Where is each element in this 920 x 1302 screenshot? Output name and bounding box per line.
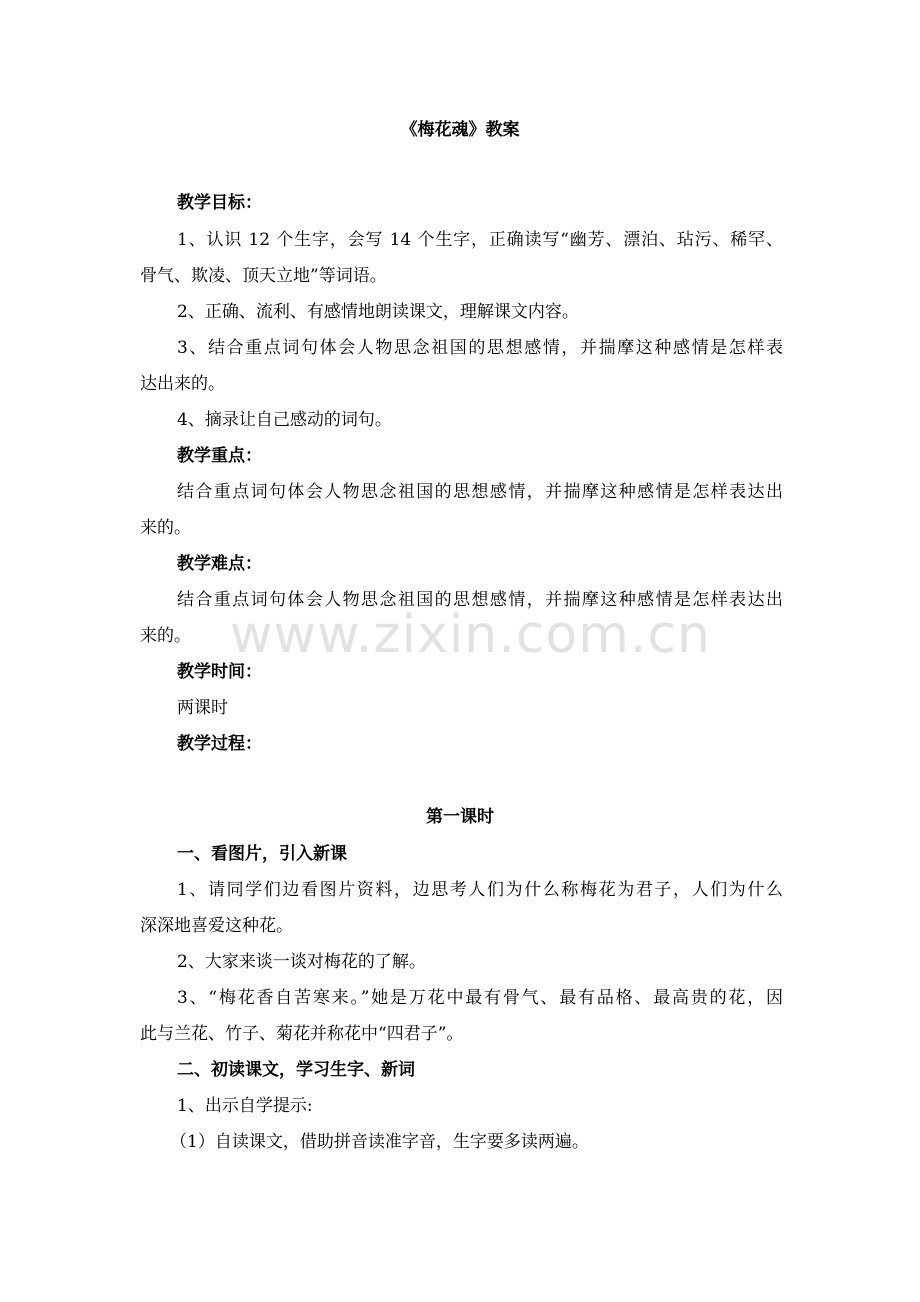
time-value: 两课时 — [177, 698, 228, 718]
difficult-points-line-2: 来的。 — [140, 626, 191, 646]
part-1-item-3-line-2: 此与兰花、竹子、菊花并称花中“四君子”。 — [140, 1024, 464, 1044]
key-points-line-2: 来的。 — [140, 518, 191, 538]
difficult-points-line-1: 结合重点词句体会人物思念祖国的思想感情，并揣摩这种感情是怎样表达出 — [177, 590, 783, 610]
doc-title: 《梅花魂》教案 — [400, 120, 520, 140]
part-1-item-1-line-2: 深深地喜爱这种花。 — [140, 916, 293, 936]
lesson-1-heading: 第一课时 — [426, 807, 494, 827]
part-1-item-3-line-1: 3、“梅花香自苦寒来。”她是万花中最有骨气、最有品格、最高贵的花，因 — [177, 988, 783, 1008]
goal-1-line-2: 骨气、欺凌、顶天立地”等词语。 — [140, 266, 387, 286]
difficult-points-heading: 教学难点： — [177, 554, 262, 574]
goals-heading: 教学目标： — [177, 193, 262, 213]
part-2-heading: 二、初读课文，学习生字、新词 — [177, 1060, 415, 1080]
part-1-heading: 一、看图片，引入新课 — [177, 844, 347, 864]
goal-2: 2、正确、流利、有感情地朗读课文，理解课文内容。 — [177, 302, 579, 322]
goal-4: 4、摘录让自己感动的词句。 — [177, 410, 392, 430]
goal-3-line-2: 达出来的。 — [140, 374, 225, 394]
time-heading: 教学时间： — [177, 662, 262, 682]
watermark: www.zixin.com.cn — [230, 605, 711, 665]
key-points-heading: 教学重点： — [177, 446, 262, 466]
part-2-item-1: 1、出示自学提示: — [177, 1096, 313, 1116]
goal-1-line-1: 1、认识 12 个生字，会写 14 个生字，正确读写“幽芳、漂泊、玷污、稀罕、 — [177, 230, 783, 250]
process-heading: 教学过程： — [177, 734, 262, 754]
part-1-item-2: 2、大家来谈一谈对梅花的了解。 — [177, 952, 426, 972]
key-points-line-1: 结合重点词句体会人物思念祖国的思想感情，并揣摩这种感情是怎样表达出 — [177, 482, 783, 502]
part-1-item-1-line-1: 1、请同学们边看图片资料，边思考人们为什么称梅花为君子，人们为什么 — [177, 880, 783, 900]
goal-3-line-1: 3、结合重点词句体会人物思念祖国的思想感情，并揣摩这种感情是怎样表 — [177, 338, 783, 358]
part-2-item-1-sub-1: （1）自读课文，借助拼音读准字音，生字要多读两遍。 — [170, 1132, 589, 1152]
